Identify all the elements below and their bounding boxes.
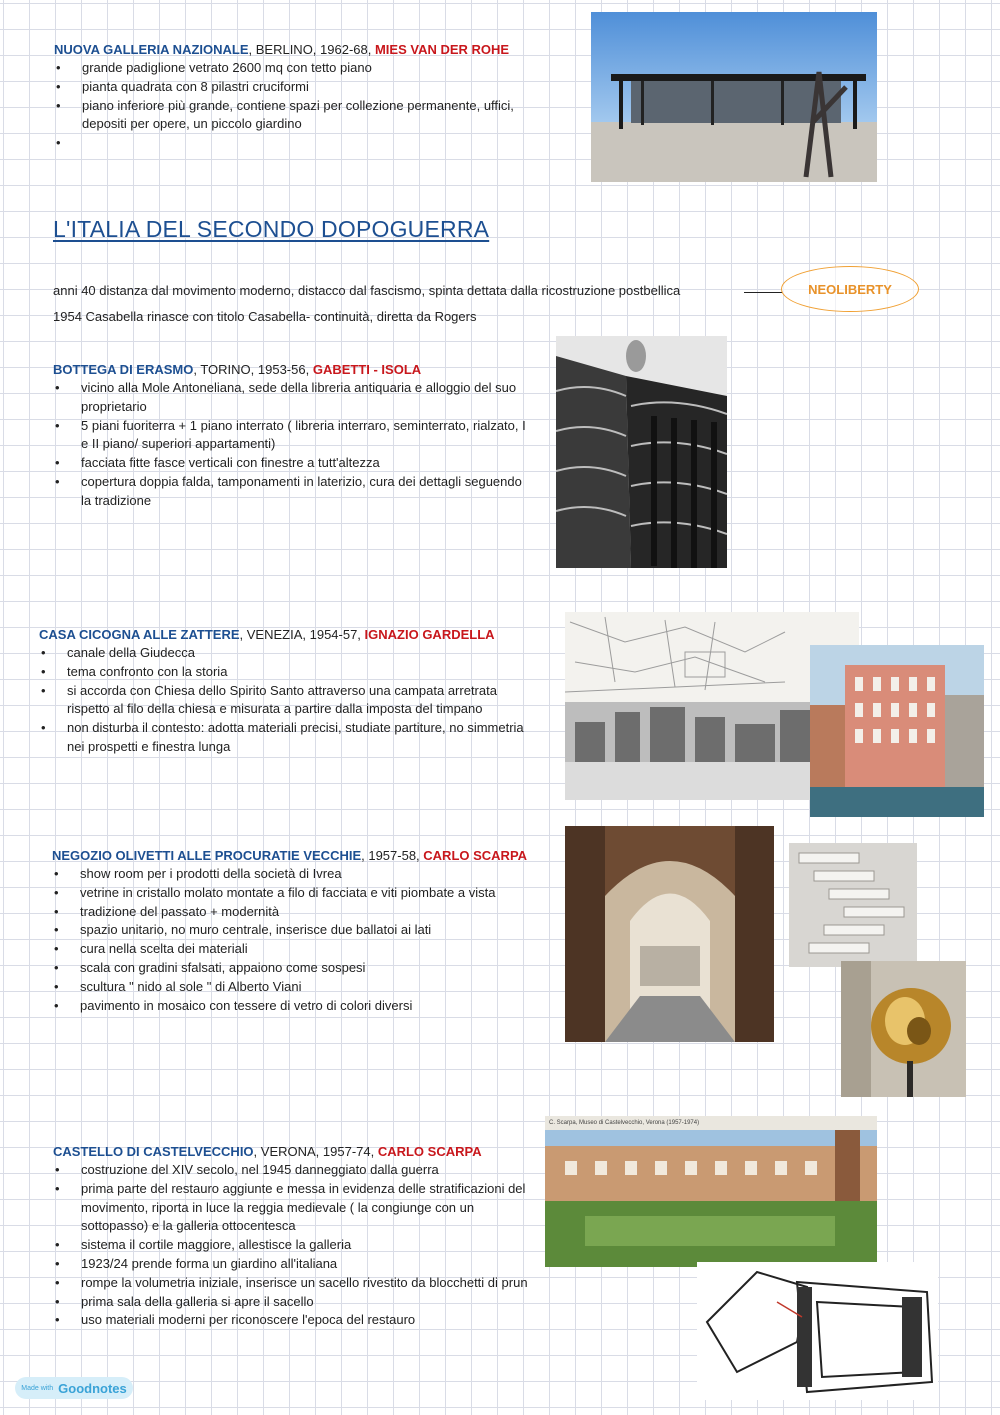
list-item: • vetrine in cristallo molato montate a filo di facciata e viti piombate a vista	[52, 884, 557, 903]
list-item: • costruzione del XIV secolo, nel 1945 danneggiato dalla guerra	[53, 1161, 538, 1180]
list-item: • 1923/24 prende forma un giardino all'italiana	[53, 1255, 538, 1274]
building-info: , TORINO, 1953-56,	[193, 362, 313, 377]
section-bottega-erasmo	[53, 361, 531, 511]
section-title	[53, 1143, 538, 1161]
connector-line	[744, 292, 782, 293]
list-item: • uso materiali moderni per riconoscere l'epoca del restauro	[53, 1311, 538, 1330]
intro-line-2: 1954 Casabella rinasce con titolo Casabella- continuità, diretta da Rogers	[53, 309, 477, 324]
photo-castelvecchio-plan	[697, 1262, 938, 1400]
section-title	[52, 847, 557, 865]
building-name: NUOVA GALLERIA NAZIONALE	[54, 42, 249, 57]
section-castelvecchio	[53, 1143, 538, 1330]
list-item: • tema confronto con la storia	[39, 663, 534, 682]
neoliberty-badge: NEOLIBERTY	[781, 266, 919, 312]
building-info: , BERLINO, 1962-68,	[248, 42, 375, 57]
building-name: BOTTEGA DI ERASMO	[53, 362, 194, 377]
list-item: • tradizione del passato + modernità	[52, 903, 557, 922]
building-name: CASA CICOGNA ALLE ZATTERE	[39, 627, 240, 642]
building-name: NEGOZIO OLIVETTI ALLE PROCURATIE VECCHIE	[52, 848, 362, 863]
list-item: • copertura doppia falda, tamponamenti in laterizio, cura dei dettagli seguendo la tradizione	[53, 473, 531, 511]
architect-name: MIES VAN DER ROHE	[374, 42, 510, 57]
intro-line-1: anni 40 distanza dal movimento moderno, distacco dal fascismo, spinta dettata dalla ricostruzione postbellica	[53, 283, 681, 298]
watermark-brand: Goodnotes	[58, 1380, 127, 1396]
list-item: • si accorda con Chiesa dello Spirito Santo attraverso una campata arretrata rispetto al filo della chiesa e misurata a partire dalla imposta del timpano	[39, 682, 534, 720]
page-title: L'ITALIA DEL SECONDO DOPOGUERRA	[53, 216, 490, 242]
building-info: , VENEZIA, 1954-57,	[239, 627, 365, 642]
list-item: • cura nella scelta dei materiali	[52, 940, 557, 959]
photo-olivetti-interior	[565, 826, 774, 1042]
section-title	[39, 626, 534, 644]
section-nuova-galleria	[54, 41, 554, 134]
watermark-small-text: Made with	[21, 1384, 54, 1392]
section-title	[53, 361, 531, 379]
photo-cicogna-color	[810, 645, 984, 817]
bullet-list	[52, 865, 557, 1015]
list-item: • pavimento in mosaico con tessere di vetro di colori diversi	[52, 997, 557, 1016]
photo-caption: C. Scarpa, Museo di Castelvecchio, Verona (1957-1974)	[549, 1120, 700, 1126]
photo-nuova-galleria	[591, 12, 877, 182]
list-item: • show room per i prodotti della società di Ivrea	[52, 865, 557, 884]
list-item: • prima parte del restauro aggiunte e messa in evidenza delle stratificazioni del movimento, riporta in luce la reggia medievale ( la congiunge con un sottopasso) e la galleria ottocentesca	[53, 1180, 538, 1236]
photo-olivetti-stairs	[789, 843, 917, 967]
section-negozio-olivetti	[52, 847, 557, 1015]
list-item: • sistema il cortile maggiore, allestisce la galleria	[53, 1236, 538, 1255]
list-item: • rompe la volumetria iniziale, inserisce un sacello rivestito da blocchetti di prun	[53, 1274, 538, 1293]
list-item: • piano inferiore più grande, contiene spazi per collezione permanente, uffici, depositi per opere, un piccolo giardino	[54, 97, 554, 135]
photo-bottega-erasmo	[556, 336, 727, 568]
bullet-list	[54, 59, 554, 134]
architect-name: GABETTI - ISOLA	[312, 362, 422, 377]
photo-sculpture-nido-al-sole	[841, 961, 966, 1097]
list-item: • non disturba il contesto: adotta materiali precisi, studiate partiture, no simmetria nei prospetti e finestra lunga	[39, 719, 534, 757]
architect-name: CARLO SCARPA	[423, 848, 528, 863]
list-item: • pianta quadrata con 8 pilastri cruciformi	[54, 78, 554, 97]
bullet-list	[39, 644, 534, 757]
list-item: • scultura " nido al sole " di Alberto Viani	[52, 978, 557, 997]
list-item: • spazio unitario, no muro centrale, inserisce due ballatoi ai lati	[52, 921, 557, 940]
goodnotes-watermark	[15, 1377, 133, 1399]
list-item: • prima sala della galleria si apre il sacello	[53, 1293, 538, 1312]
list-item: • scala con gradini sfalsati, appaiono come sospesi	[52, 959, 557, 978]
list-item: • vicino alla Mole Antoneliana, sede della libreria antiquaria e alloggio del suo proprietario	[53, 379, 531, 417]
list-item: • 5 piani fuoriterra + 1 piano interrato ( libreria interraro, seminterrato, rialzato, I e II piano/ superiori appartamenti)	[53, 417, 531, 455]
photo-castelvecchio-courtyard	[545, 1116, 877, 1267]
architect-name: CARLO SCARPA	[377, 1144, 482, 1159]
list-item: • facciata fitte fasce verticali con finestre a tutt'altezza	[53, 454, 531, 473]
section-title	[54, 41, 554, 59]
bullet-list	[53, 1161, 538, 1330]
architect-name: IGNAZIO GARDELLA	[364, 627, 495, 642]
building-info: , 1957-58,	[361, 848, 424, 863]
bullet-list	[53, 379, 531, 511]
building-name: CASTELLO DI CASTELVECCHIO	[53, 1144, 254, 1159]
list-item: • grande padiglione vetrato 2600 mq con tetto piano	[54, 59, 554, 78]
building-info: , VERONA, 1957-74,	[253, 1144, 378, 1159]
list-item: • canale della Giudecca	[39, 644, 534, 663]
section-casa-cicogna	[39, 626, 534, 757]
